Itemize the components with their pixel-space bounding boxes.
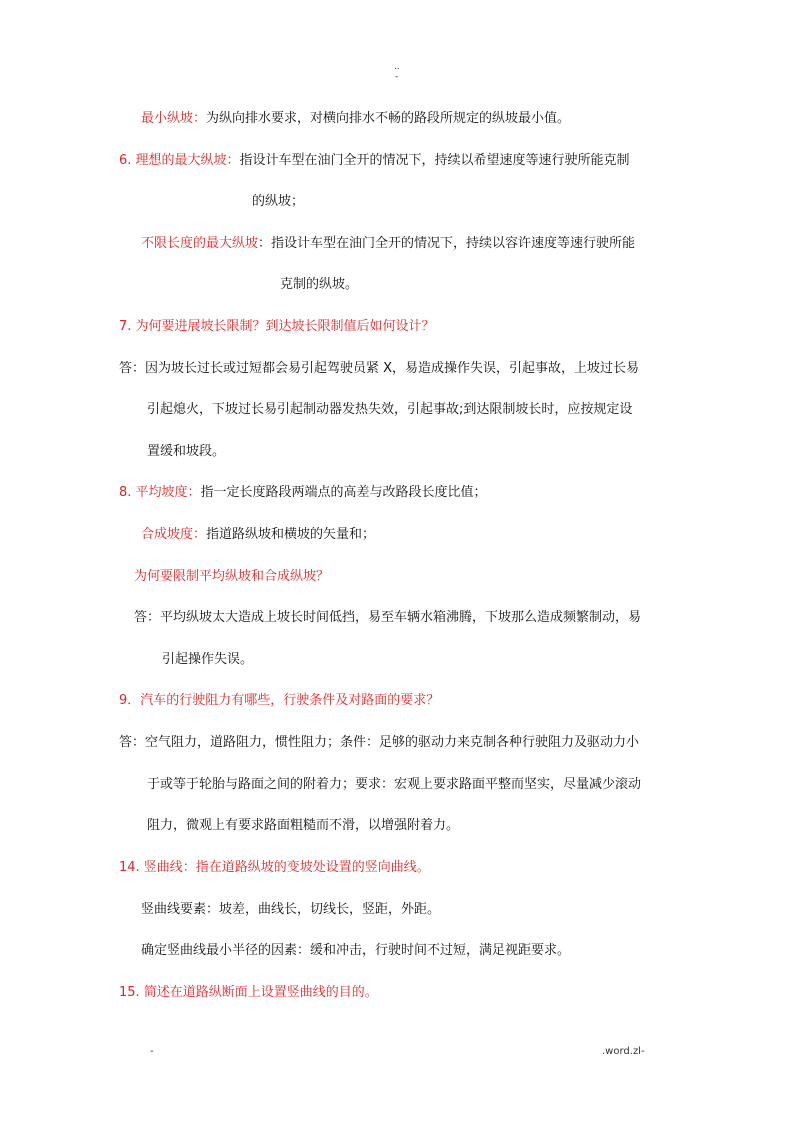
text-line xyxy=(280,276,358,294)
question-text: 15. 简述在道路纵断面上设置竖曲线的目的。 xyxy=(119,985,378,1000)
text-line xyxy=(141,526,375,544)
question-text: 7. 为何要进展坡长限制？到达坡长限制值后如何设计？ xyxy=(119,319,435,334)
answer-text: 答：平均纵坡太大造成上坡长时间低挡，易至车辆水箱沸腾，下坡那么造成频繁制动，易 xyxy=(134,610,642,625)
answer-text: 答：空气阻力，道路阻力，惯性阻力；条件：足够的驱动力来克制各种行驶阻力及驱动力小 xyxy=(119,735,640,750)
question-heading xyxy=(119,318,435,336)
text-line xyxy=(141,901,440,919)
definition-text: 指设计车型在油门全开的情况下，持续以希望速度等速行驶所能克制 xyxy=(239,153,630,168)
definition-text: ：指设计车型在油门全开的情况下，持续以容许速度等速行驶所能 xyxy=(258,236,636,251)
text-line xyxy=(162,651,253,669)
text-line xyxy=(147,817,459,835)
text-line xyxy=(141,110,570,128)
definition-text: 克制的纵坡。 xyxy=(280,277,359,292)
answer-text: 引起操作失误。 xyxy=(162,652,254,667)
term-label: 最小纵坡： xyxy=(141,111,207,126)
text-line xyxy=(141,235,635,253)
footer-right: .word.zl- xyxy=(602,1046,645,1057)
footer-left: - xyxy=(150,1046,154,1057)
text-line xyxy=(252,193,304,211)
answer-text: 于或等于轮胎与路面之间的附着力；要求：宏观上要求路面平整而坚实，尽量减少滚动 xyxy=(147,777,642,792)
header-mark-bottom: - xyxy=(395,72,399,82)
text-line xyxy=(141,942,570,960)
definition-text: 为纵向排水要求，对横向排水不畅的路段所规定的纵坡最小值。 xyxy=(206,111,571,126)
answer-text: 引起熄火，下坡过长易引起制动器发热失效，引起事故;到达限制坡长时，应按规定设 xyxy=(147,402,633,417)
text-line xyxy=(119,734,639,752)
question-text: 9．汽车的行驶阻力有哪些，行驶条件及对路面的要求？ xyxy=(119,693,440,708)
term-label: 不限长度的最大纵坡 xyxy=(141,236,259,251)
question-heading xyxy=(119,692,439,710)
answer-text: 阻力，微观上有要求路面粗糙而不滑，以增强附着力。 xyxy=(147,818,460,833)
text-line xyxy=(147,776,641,794)
term-label: 14. 竖曲线：指在道路纵坡的变坡处设置的竖向曲线。 xyxy=(119,860,430,875)
text-line xyxy=(147,443,225,461)
question-heading xyxy=(134,568,329,586)
question-heading xyxy=(119,984,378,1002)
text-line xyxy=(119,484,487,502)
term-label: 8. 平均坡度： xyxy=(119,485,201,500)
definition-text: 确定竖曲线最小半径的因素：缓和冲击，行驶时间不过短，满足视距要求。 xyxy=(141,943,571,958)
answer-text: 置缓和坡段。 xyxy=(147,444,226,459)
definition-text: 指一定长度路段两端点的高差与改路段长度比值； xyxy=(200,485,487,500)
answer-text: 答：因为坡长过长或过短都会易引起驾驶员紧 X，易造成操作失误，引起事故，上坡过长易 xyxy=(119,361,640,376)
definition-text: 的纵坡； xyxy=(252,194,305,209)
text-line xyxy=(119,152,630,170)
definition-text: 指道路纵坡和横坡的矢量和； xyxy=(206,527,376,542)
question-text: 为何要限制平均纵坡和合成纵坡？ xyxy=(134,569,330,584)
text-line xyxy=(119,360,639,378)
text-line xyxy=(147,401,632,419)
text-line xyxy=(134,609,641,627)
term-label: 合成坡度： xyxy=(141,527,207,542)
definition-text: 竖曲线要素：坡差，曲线长，切线长，竖距，外距。 xyxy=(141,902,441,917)
question-heading xyxy=(119,859,430,877)
header-mark-top: .. xyxy=(394,62,400,72)
term-label: 6. 理想的最大纵坡： xyxy=(119,153,240,168)
